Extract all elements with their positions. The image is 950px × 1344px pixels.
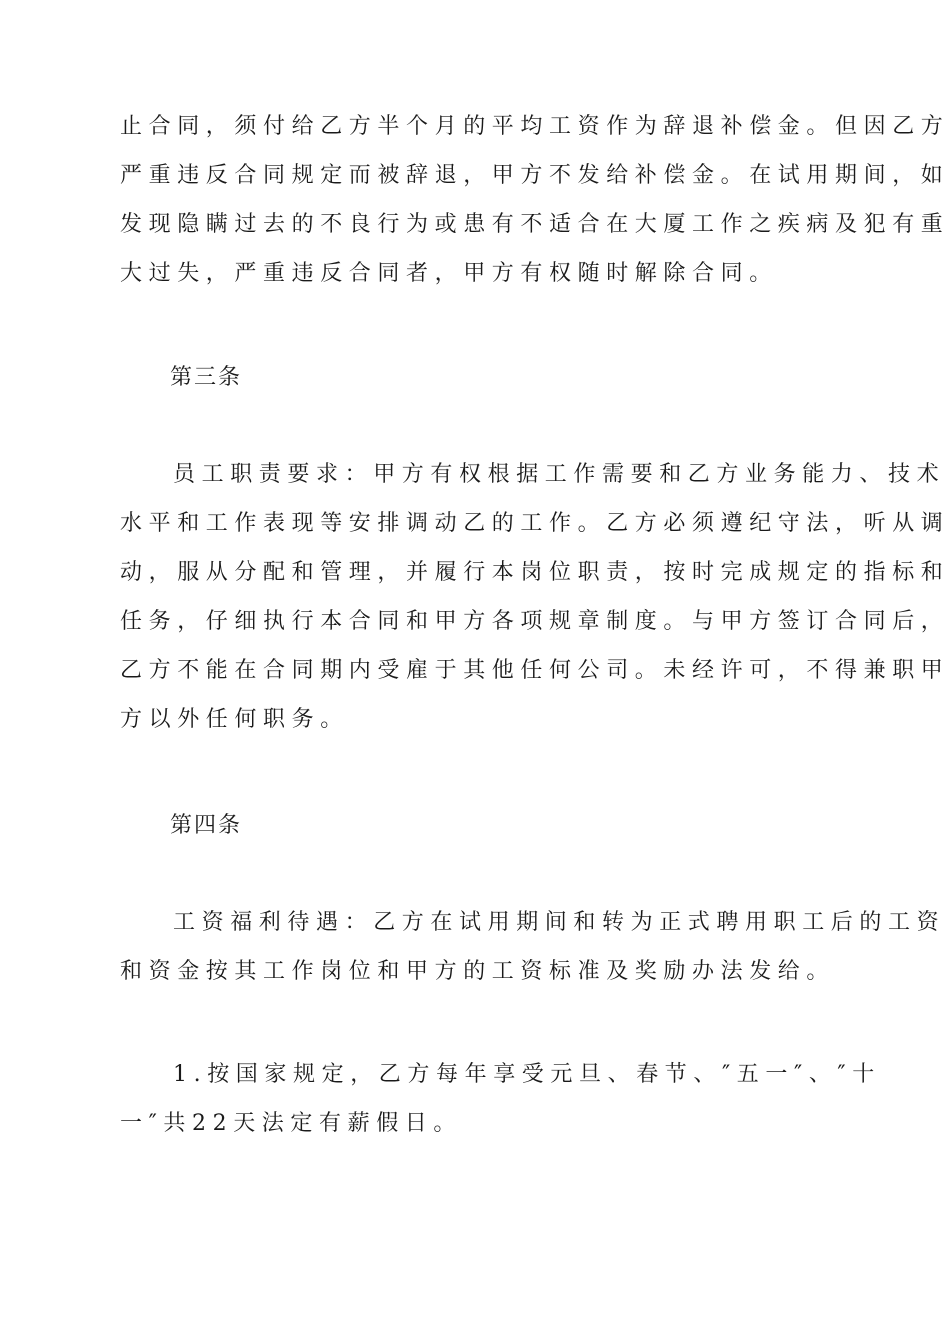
article-3-heading: 第三条 <box>170 365 243 390</box>
paragraph-line: 和资金按其工作岗位和甲方的工资标准及奖励办法发给。 <box>120 959 836 984</box>
paragraph-line: 一″共22天法定有薪假日。 <box>120 1111 463 1136</box>
paragraph-line: 动，服从分配和管理，并履行本岗位职责，按时完成规定的指标和 <box>120 560 950 585</box>
item-1-paragraph <box>120 1050 881 1148</box>
article-4-heading: 第四条 <box>170 813 243 838</box>
paragraph-line: 1.按国家规定，乙方每年享受元旦、春节、″五一″、″十 <box>173 1062 881 1087</box>
paragraph-line: 工资福利待遇：乙方在试用期间和转为正式聘用职工后的工资 <box>173 910 946 935</box>
article-4-paragraph <box>120 898 946 996</box>
article-3-paragraph <box>120 450 950 744</box>
paragraph-line: 乙方不能在合同期内受雇于其他任何公司。未经许可，不得兼职甲 <box>120 658 950 683</box>
paragraph-line: 大过失，严重违反合同者，甲方有权随时解除合同。 <box>120 261 778 286</box>
paragraph-line: 员工职责要求：甲方有权根据工作需要和乙方业务能力、技术 <box>173 462 946 487</box>
paragraph-line: 严重违反合同规定而被辞退，甲方不发给补偿金。在试用期间，如 <box>120 163 950 188</box>
paragraph-continuation <box>120 102 950 298</box>
paragraph-line: 止合同，须付给乙方半个月的平均工资作为辞退补偿金。但因乙方 <box>120 114 950 139</box>
paragraph-line: 水平和工作表现等安排调动乙的工作。乙方必须遵纪守法，听从调 <box>120 511 950 536</box>
paragraph-line: 方以外任何职务。 <box>120 707 349 732</box>
paragraph-line: 发现隐瞒过去的不良行为或患有不适合在大厦工作之疾病及犯有重 <box>120 212 950 237</box>
paragraph-line: 任务，仔细执行本合同和甲方各项规章制度。与甲方签订合同后， <box>120 609 950 634</box>
